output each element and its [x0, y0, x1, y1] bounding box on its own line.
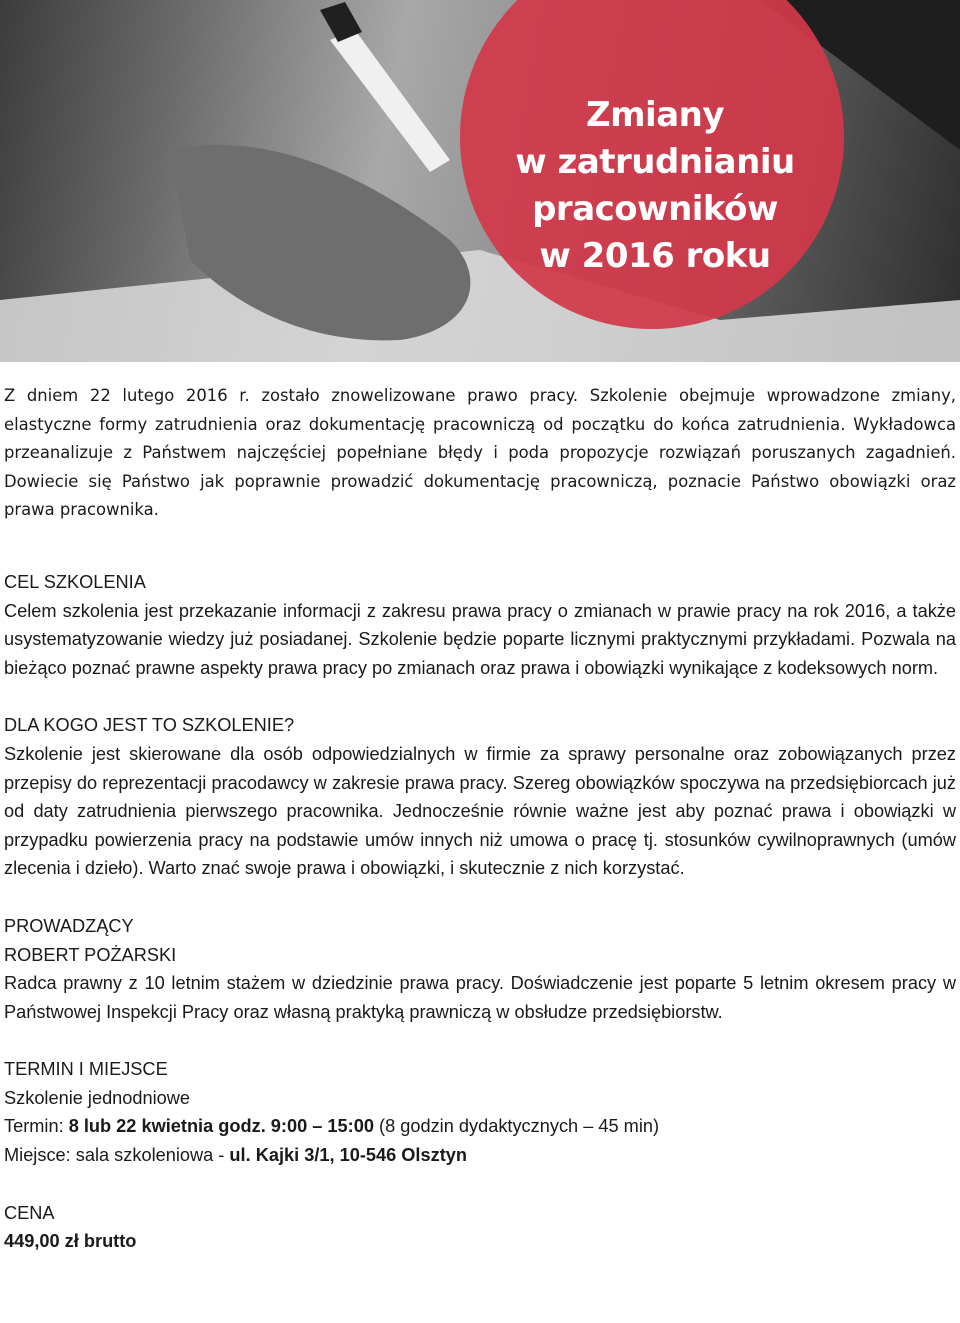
schedule-term — [4, 1112, 956, 1141]
term-dates: 8 lub 22 kwietnia godz. 9:00 – 15:00 — [68, 1116, 374, 1137]
price-value: 449,00 zł brutto — [4, 1231, 137, 1252]
term-note: (8 godzin dydaktycznych – 45 min) — [373, 1116, 660, 1137]
place-label: Miejsce: sala szkoleniowa - — [4, 1145, 230, 1166]
place-address: ul. Kajki 3/1, 10-546 Olsztyn — [229, 1145, 467, 1166]
section-trainer-heading: PROWADZĄCY — [4, 915, 134, 936]
intro-paragraph — [4, 382, 956, 525]
section-audience-heading: DLA KOGO JEST TO SZKOLENIE? — [4, 715, 295, 736]
paper-shape — [0, 250, 960, 362]
document-body — [4, 382, 956, 1256]
hero-title-line: pracowników — [532, 189, 778, 229]
section-trainer-text: Radca prawny z 10 letnim stażem w dziedzinie prawa pracy. Doświadczenie jest poparte 5 letnim okresem pracy w Państwowej Inspekcji Pracy oraz własną praktyką prawniczą w obsłudze przedsiębiorstw. — [4, 973, 956, 1022]
intro-text-part2: Dowiecie się Państwo jak poprawnie prowadzić dokumentację pracowniczą, poznacie Państwo obowiązki oraz prawa pracownika. — [4, 471, 956, 520]
section-goal-text: Celem szkolenia jest przekazanie informacji z zakresu prawa pracy o zmianach w prawie pracy na rok 2016, a także usystematyzowanie wiedzy już posiadanej. Szkolenie będzie poparte licznymi praktycznymi przykładami. Pozwala na bieżąco poznać prawne aspekty prawa pracy po zmianach oraz prawa i obowiązki wynikające z kodeksowych norm. — [4, 600, 956, 678]
trainer-name: ROBERT POŻARSKI — [4, 944, 177, 965]
hero-banner — [0, 0, 960, 362]
section-audience-text: Szkolenie jest skierowane dla osób odpowiedzialnych w firmie za sprawy personalne oraz zobowiązanych przez przepisy do reprezentacji pracodawcy w zakresie prawa pracy. Szereg obowiązków spoczywa na przedsiębiorcach już od daty zatrudnienia pierwszego pracownika. Jednocześnie równie ważne jest aby poznać prawa i obowiązki w przypadku powierzenia pracy na podstawie umów innych niż umowa o pracę tj. stosunków cywilnoprawnych (umów zlecenia i dzieło). Warto znać swoje prawa i obowiązki, i skutecznie z nich korzystać. — [4, 743, 956, 879]
schedule-subheading: Szkolenie jednodniowe — [4, 1087, 191, 1108]
pen-shape — [330, 30, 450, 172]
hero-title-line: Zmiany — [585, 95, 725, 135]
schedule-place — [4, 1141, 956, 1170]
hero-title-line: w zatrudnianiu — [515, 142, 795, 182]
intro-text-part1: Z dniem 22 lutego 2016 r. zostało znowelizowane prawo pracy. Szkolenie obejmuje wprowadzone zmiany, elastyczne formy zatrudnienia oraz dokumentację pracowniczą od początku do końca zatrudnienia. Wykładowca przeanalizuje z Państwem najczęściej popełniane błędy i poda propozycje rozwiązań poruszanych zagadnień. — [4, 386, 956, 463]
section-price-heading: CENA — [4, 1202, 55, 1223]
hero-title-line: w 2016 roku — [539, 236, 771, 276]
section-schedule-heading: TERMIN I MIEJSCE — [4, 1059, 168, 1080]
term-label: Termin: — [4, 1116, 69, 1137]
hero-title — [500, 92, 810, 280]
section-goal-heading: CEL SZKOLENIA — [4, 571, 146, 592]
